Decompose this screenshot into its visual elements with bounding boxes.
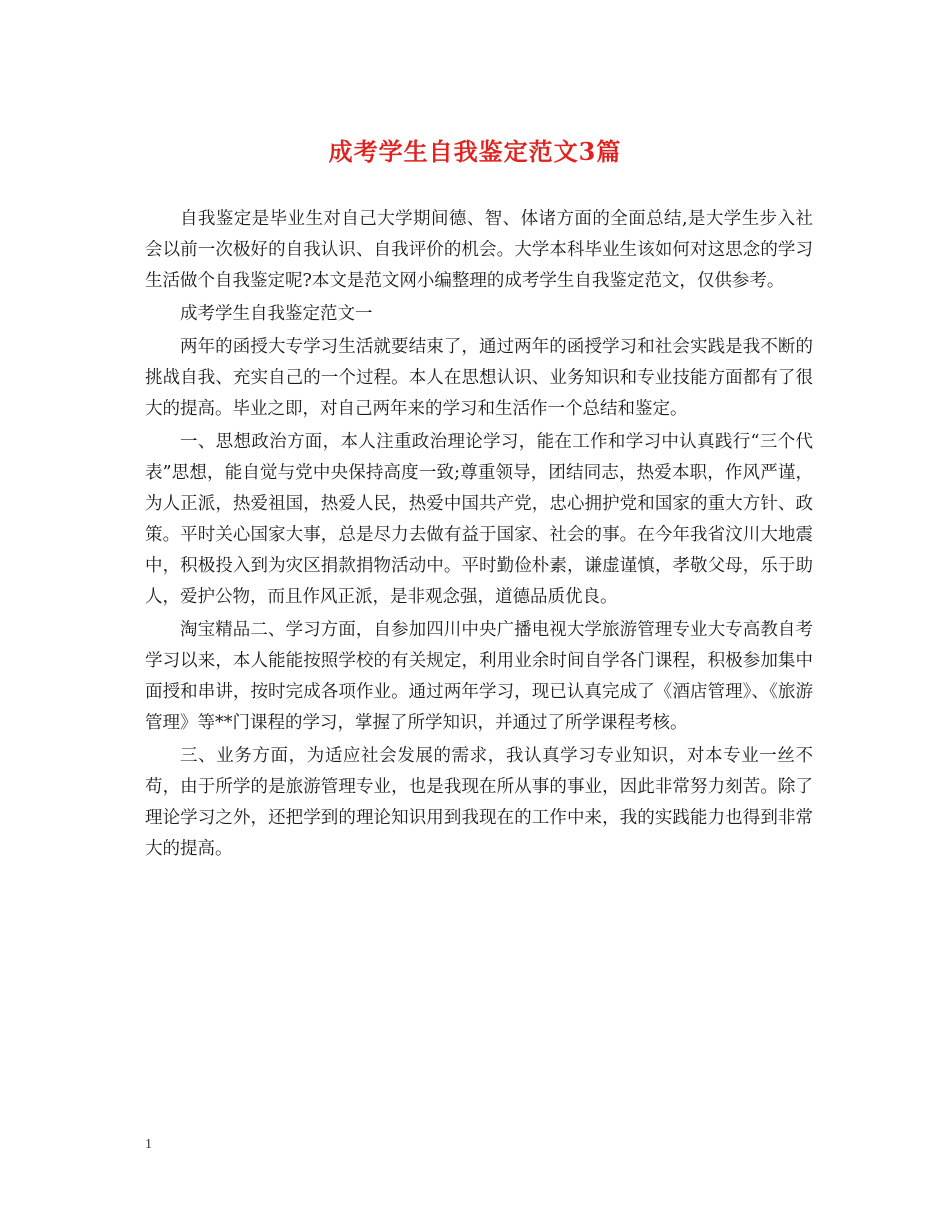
body-paragraph: 淘宝精品二、学习方面，自参加四川中央广播电视大学旅游管理专业大专高教自考学习以来，本人能能按照学校的有关规定，利用业余时间自学各门课程，积极参加集中面授和串讲，按时完成各项作业。通过两年学习，现已认真完成了《酒店管理》、《旅游管理》等**门课程的学习，掌握了所学知识，并通过了所学课程考核。 <box>145 620 813 733</box>
body-paragraph: 两年的函授大专学习生活就要结束了，通过两年的函授学习和社会实践是我不断的挑战自我、充实自己的一个过程。本人在思想认识、业务知识和专业技能方面都有了很大的提高。毕业之即，对自己两年来的学习和生活作一个总结和鉴定。 <box>145 337 813 419</box>
body-paragraph: 三、业务方面，为适应社会发展的需求，我认真学习专业知识，对本专业一丝不苟，由于所学的是旅游管理专业，也是我现在所从事的事业，因此非常努力刻苦。除了理论学习之外，还把学到的理论知识用到我现在的工作中来，我的实践能力也得到非常大的提高。 <box>145 746 813 859</box>
page-number: 1 <box>145 1137 152 1152</box>
document-title: 成考学生自我鉴定范文3篇 <box>328 137 622 166</box>
section-heading-sample-one: 成考学生自我鉴定范文一 <box>180 304 373 324</box>
intro-paragraph: 自我鉴定是毕业生对自己大学期间德、智、体诸方面的全面总结,是大学生步入社会以前一次极好的自我认识、自我评价的机会。大学本科毕业生该如何对这思念的学习生活做个自我鉴定呢?本文是范文网小编整理的成考学生自我鉴定范文，仅供参考。 <box>145 209 813 291</box>
body-paragraph: 一、思想政治方面，本人注重政治理论学习，能在工作和学习中认真践行“三个代表”思想，能自觉与党中央保持高度一致;尊重领导，团结同志，热爱本职，作风严谨，为人正派，热爱祖国，热爱人民，热爱中国共产党，忠心拥护党和国家的重大方针、政策。平时关心国家大事，总是尽力去做有益于国家、社会的事。在今年我省汶川大地震中，积极投入到为灾区捐款捐物活动中。平时勤俭朴素，谦虚谨慎，孝敬父母，乐于助人，爱护公物，而且作风正派，是非观念强，道德品质优良。 <box>145 432 813 607</box>
document-body <box>145 204 813 867</box>
